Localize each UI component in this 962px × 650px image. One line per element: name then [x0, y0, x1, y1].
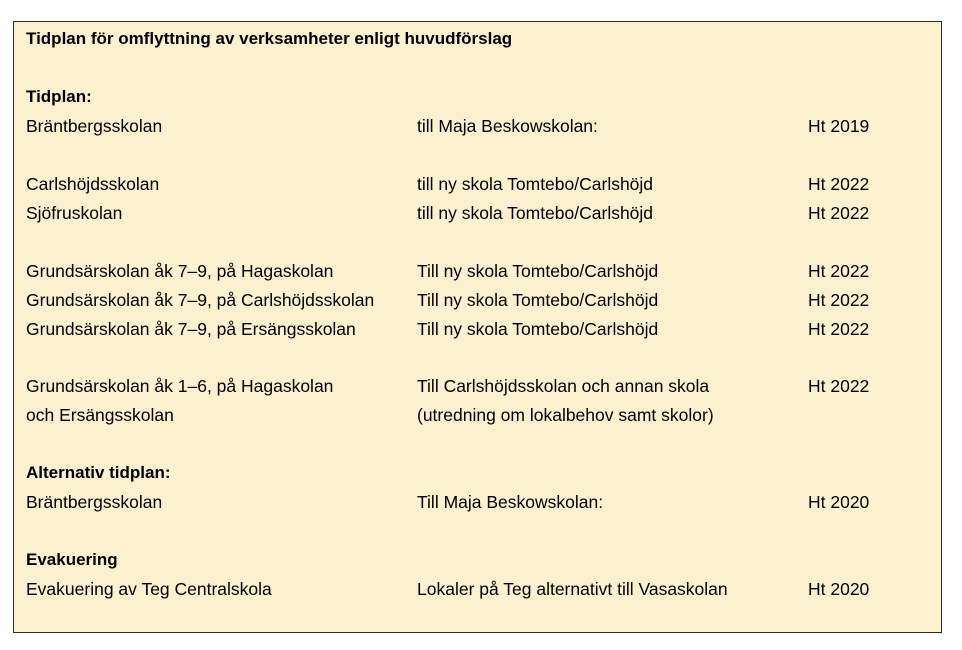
document-title: Tidplan för omflyttning av verksamheter enligt huvudförslag [26, 29, 513, 48]
row-term: Ht 2022 [808, 319, 870, 339]
schedule-box [13, 21, 942, 633]
row-from: och Ersängsskolan [26, 405, 174, 425]
row-to: (utredning om lokalbehov samt skolor) [417, 405, 714, 425]
row-to: till ny skola Tomtebo/Carlshöjd [417, 203, 654, 223]
row-from: Bräntbergsskolan [26, 116, 163, 136]
section-heading-evakuering: Evakuering [26, 550, 118, 569]
section-heading-tidplan: Tidplan: [26, 87, 92, 106]
row-from: Grundsärskolan åk 7–9, på Ersängsskolan [26, 319, 356, 339]
row-to: till Maja Beskowskolan: [417, 116, 598, 136]
schedule-row [26, 202, 931, 224]
row-term: Ht 2022 [808, 376, 870, 396]
row-term: Ht 2020 [808, 492, 870, 512]
row-from: Carlshöjdsskolan [26, 174, 160, 194]
row-from: Grundsärskolan åk 7–9, på Carlshöjdsskolan [26, 290, 375, 310]
schedule-row [26, 318, 931, 340]
row-to: Lokaler på Teg alternativt till Vasaskolan [417, 579, 728, 599]
row-term: Ht 2020 [808, 579, 870, 599]
row-term: Ht 2019 [808, 116, 870, 136]
schedule-row [26, 491, 931, 513]
schedule-row [26, 173, 931, 195]
schedule-row [26, 260, 931, 282]
row-to: Till Carlshöjdsskolan och annan skola [417, 376, 710, 396]
schedule-row [26, 115, 931, 137]
row-term: Ht 2022 [808, 261, 870, 281]
row-from: Grundsärskolan åk 1–6, på Hagaskolan [26, 376, 334, 396]
schedule-row [26, 578, 931, 600]
row-to: Till ny skola Tomtebo/Carlshöjd [417, 290, 659, 310]
row-to: Till ny skola Tomtebo/Carlshöjd [417, 319, 659, 339]
schedule-row [26, 375, 931, 397]
row-from: Bräntbergsskolan [26, 492, 163, 512]
row-term: Ht 2022 [808, 290, 870, 310]
row-to: Till ny skola Tomtebo/Carlshöjd [417, 261, 659, 281]
schedule-row [26, 404, 931, 426]
row-from: Evakuering av Teg Centralskola [26, 579, 272, 599]
schedule-row [26, 289, 931, 311]
row-term: Ht 2022 [808, 203, 870, 223]
row-from: Sjöfruskolan [26, 203, 123, 223]
row-to: till ny skola Tomtebo/Carlshöjd [417, 174, 654, 194]
row-term: Ht 2022 [808, 174, 870, 194]
row-from: Grundsärskolan åk 7–9, på Hagaskolan [26, 261, 334, 281]
section-heading-alternativ-tidplan: Alternativ tidplan: [26, 463, 171, 482]
row-to: Till Maja Beskowskolan: [417, 492, 604, 512]
